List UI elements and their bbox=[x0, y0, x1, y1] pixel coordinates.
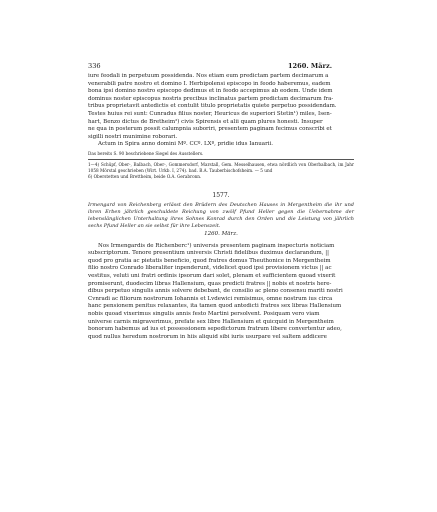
text-line: quod nullus heredum nostrorum in hiis aliquid sibi iuris usurpare vel saltem addicere bbox=[88, 333, 327, 340]
text-line: filio nostro Conrado liberaliter inpenderunt, videlicet quod ipsi provisionem victus || ac bbox=[88, 265, 332, 272]
text-line: dominus noster episcopus nostris precibus inclinatus partem predictam decimarum fra- bbox=[88, 95, 334, 102]
page-number: 336 bbox=[88, 62, 101, 70]
text-block bbox=[88, 62, 354, 341]
charter-number: 1577. bbox=[212, 191, 230, 199]
text-line: dibus perpetuo singulis annis solvere debebant, de consilio ac pleno consensu mariti nostri bbox=[88, 288, 343, 295]
footnote-divider bbox=[88, 159, 354, 160]
text-line: tribus proprietavit antedictis et contulit titulo proprietatis quiete perpetuo possidendam. bbox=[88, 103, 337, 110]
charter-1576-text bbox=[88, 73, 354, 149]
text-line: sigilli nostri munimine roborari. bbox=[88, 133, 178, 140]
running-header bbox=[88, 62, 354, 73]
charter-date: 1260. März. bbox=[204, 230, 238, 237]
footnote: 1—4) Schüpf, Ober-, Balbach, Ober-, Gommersdorf, Marstall, Gem. Messelhausen, etwa nördlich von Oberbalbach, im Jahr 1058 Mörstal geschrieben (Wirt. Urkb. I, 274). bad. B.A. Tauberbischofsheim. — 5 und bbox=[88, 161, 354, 173]
text-line: universe carnis migraverimus, prefate sex libre Hallensium et quicquid in Mergentheim bbox=[88, 318, 334, 325]
text-line: Testes huius rei sunt: Cunradus filius noster, Heuricus de superiori Stetin¹) miles, Isen- bbox=[88, 110, 332, 117]
text-line: iure feodali in perpetuum possidenda. Nos etiam eum predictam partem decimarum a bbox=[88, 73, 329, 79]
text-line: subscriptorum. Tenore presentium universis Christi fidelibus duximus declarandum, || bbox=[88, 250, 329, 257]
text-line: vestitus, veluti uni fratri ordinis ipsorum dari solet, plenam et sufficientem quoad vixerit bbox=[88, 273, 336, 280]
text-line: ne qua in posterum possit calumpnia suboriri, presentem paginam fecimus conscribi et bbox=[88, 126, 332, 133]
actum-line: Actum in Spira anno domini Mº. CCº. LXº, pridie idus Ianuarii. bbox=[98, 141, 273, 148]
text-line: bona ipsi domino nostro episcopo dedimus et in feodo accepimus ab eodem. Unde idem bbox=[88, 88, 333, 95]
charter-1577-text bbox=[88, 243, 354, 342]
text-line: quod pro gratia ac pietatis beneficio, quod fratres domus Theuthonice in Mergentheim bbox=[88, 257, 331, 264]
text-line: bonorum habemus ad ius et possessionem sepedictorum fratrum libere convertentur adeo, bbox=[88, 326, 342, 333]
header-date: 1260. März. bbox=[287, 62, 332, 70]
text-line: nobis quoad vixerimus singulis annis festo Martini persolvent. Posiquam vero viam bbox=[88, 311, 320, 317]
text-line: venerabili patre nostro et domino I. Herbipolensi episcopo in feodo haberemus, eadem bbox=[88, 80, 331, 87]
text-line: Cvnradi ac filiorum nostrorum Iohannis et Lvdewici remisimus, omne nostrum ius circa bbox=[88, 295, 333, 302]
seal-note: Das bereits S. 90 beschriebene Siegel des Ausstellers. bbox=[88, 150, 204, 156]
text-line: hanc pensionem penitus relaxantes, ita tamen quod antedicti fratres sex libras Hallensium bbox=[88, 303, 342, 310]
text-line: promiserunt, duodecim libras Hallensium, quas predicti fratres || nobis et nostris here- bbox=[88, 280, 332, 287]
text-line: Nos Irmengardis de Richenberc¹) universis presentem paginam inspecturis noticiam bbox=[98, 242, 335, 249]
regest-summary: Irmengard von Reichenberg erlässt den Brüdern des Deutschen Hauses in Mergentheim die ihr und ihren Erben jährlich geschuldete Reichung von zwölf Pfund Heller gegen die Uebernahme der lebenslänglichen Unterhaltung ihres Sohnes Konrad durch den Orden und die Leistung von jährlich sechs Pfund Heller an sie selbst für ihre Lebenszeit. bbox=[88, 201, 354, 229]
text-line: hart, Benzo dictus de Bretheim²) civis Spirensis et alii quam plures honesti. Insuper bbox=[88, 118, 323, 125]
footnote: 6) Oberstetten und Brettheim, beide O.A. Gerabronn. bbox=[88, 173, 202, 179]
